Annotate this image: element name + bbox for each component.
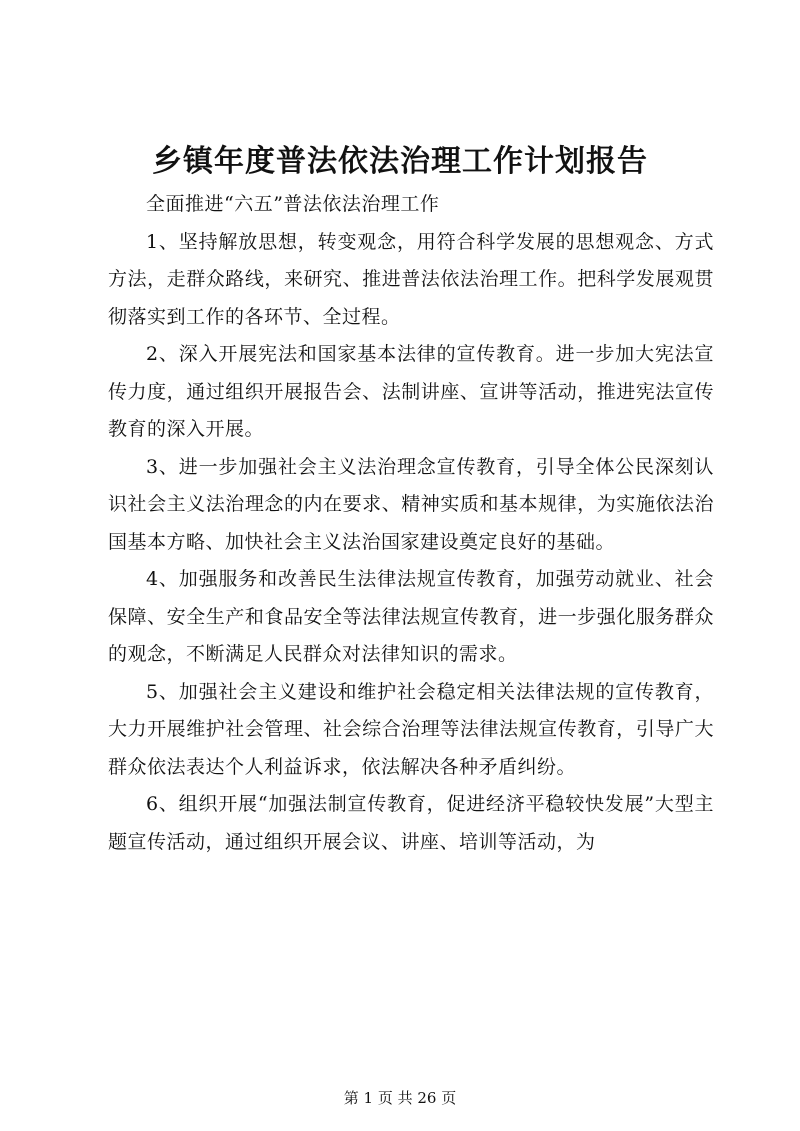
paragraph-1: 1、坚持解放思想，转变观念，用符合科学发展的思想观念、方式方法，走群众路线，来研究、推进普法依法治理工作。把科学发展观贯彻落实到工作的各环节、全过程。 — [108, 230, 714, 328]
paragraph-6: 6、组织开展“加强法制宣传教育，促进经济平稳较快发展”大型主题宣传活动，通过组织开展会议、讲座、培训等活动，为 — [108, 793, 714, 853]
paragraph-5: 5、加强社会主义建设和维护社会稳定相关法律法规的宣传教育，大力开展维护社会管理、社会综合治理等法律法规宣传教育，引导广大群众依法表达个人利益诉求，依法解决各种矛盾纠纷。 — [108, 680, 714, 778]
paragraph-3: 3、进一步加强社会主义法治理念宣传教育，引导全体公民深刻认识社会主义法治理念的内在要求、精神实质和基本规律，为实施依法治国基本方略、加快社会主义法治国家建设奠定良好的基础。 — [108, 455, 714, 553]
document-body — [108, 186, 714, 861]
document-title: 乡镇年度普法依法治理工作计划报告 — [152, 144, 648, 179]
page-number-footer: 第 1 页 共 26 页 — [343, 1089, 457, 1107]
paragraph-2: 2、深入开展宪法和国家基本法律的宣传教育。进一步加大宪法宣传力度，通过组织开展报告会、法制讲座、宣讲等活动，推进宪法宣传教育的深入开展。 — [108, 343, 714, 440]
section-heading: 全面推进“六五”普法依法治理工作 — [146, 193, 440, 215]
paragraph-4: 4、加强服务和改善民生法律法规宣传教育，加强劳动就业、社会保障、安全生产和食品安全等法律法规宣传教育，进一步强化服务群众的观念，不断满足人民群众对法律知识的需求。 — [108, 568, 714, 665]
